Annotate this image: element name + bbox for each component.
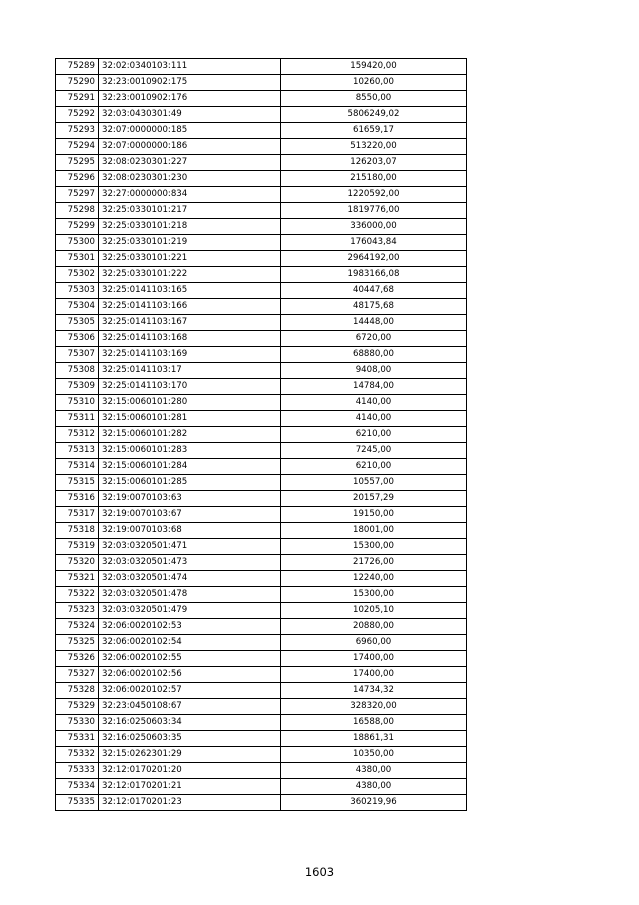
- row-number-cell: 75289: [56, 59, 99, 75]
- table-row: [56, 603, 467, 619]
- table-row: [56, 715, 467, 731]
- table-row: [56, 203, 467, 219]
- cadastral-number-cell: 32:02:0340103:111: [99, 59, 281, 75]
- value-cell: 12240,00: [281, 571, 467, 587]
- cadastral-number-cell: 32:12:0170201:20: [99, 763, 281, 779]
- value-cell: 10205,10: [281, 603, 467, 619]
- value-cell: 14734,32: [281, 683, 467, 699]
- row-number-cell: 75317: [56, 507, 99, 523]
- table-row: [56, 283, 467, 299]
- value-cell: 4140,00: [281, 411, 467, 427]
- value-cell: 68880,00: [281, 347, 467, 363]
- value-cell: 6210,00: [281, 427, 467, 443]
- cadastral-number-cell: 32:19:0070103:68: [99, 523, 281, 539]
- value-cell: 4380,00: [281, 763, 467, 779]
- row-number-cell: 75335: [56, 795, 99, 811]
- cadastral-number-cell: 32:15:0060101:280: [99, 395, 281, 411]
- table-row: [56, 779, 467, 795]
- table-row: [56, 299, 467, 315]
- value-cell: 10260,00: [281, 75, 467, 91]
- table-row: [56, 747, 467, 763]
- value-cell: 4380,00: [281, 779, 467, 795]
- table-row: [56, 667, 467, 683]
- row-number-cell: 75301: [56, 251, 99, 267]
- row-number-cell: 75329: [56, 699, 99, 715]
- cadastral-number-cell: 32:25:0330101:217: [99, 203, 281, 219]
- row-number-cell: 75303: [56, 283, 99, 299]
- value-cell: 126203,07: [281, 155, 467, 171]
- cadastral-number-cell: 32:06:0020102:54: [99, 635, 281, 651]
- row-number-cell: 75324: [56, 619, 99, 635]
- cadastral-number-cell: 32:06:0020102:55: [99, 651, 281, 667]
- value-cell: 48175,68: [281, 299, 467, 315]
- table-row: [56, 235, 467, 251]
- row-number-cell: 75330: [56, 715, 99, 731]
- cadastral-number-cell: 32:08:0230301:230: [99, 171, 281, 187]
- value-cell: 513220,00: [281, 139, 467, 155]
- cadastral-number-cell: 32:06:0020102:53: [99, 619, 281, 635]
- table-row: [56, 347, 467, 363]
- table-row: [56, 507, 467, 523]
- table-row: [56, 539, 467, 555]
- row-number-cell: 75295: [56, 155, 99, 171]
- row-number-cell: 75311: [56, 411, 99, 427]
- row-number-cell: 75319: [56, 539, 99, 555]
- value-cell: 17400,00: [281, 651, 467, 667]
- table-row: [56, 427, 467, 443]
- row-number-cell: 75312: [56, 427, 99, 443]
- cadastral-number-cell: 32:03:0320501:474: [99, 571, 281, 587]
- value-cell: 159420,00: [281, 59, 467, 75]
- table-row: [56, 107, 467, 123]
- cadastral-number-cell: 32:25:0141103:170: [99, 379, 281, 395]
- row-number-cell: 75328: [56, 683, 99, 699]
- value-cell: 15300,00: [281, 539, 467, 555]
- cadastral-number-cell: 32:19:0070103:67: [99, 507, 281, 523]
- table-row: [56, 155, 467, 171]
- cadastral-number-cell: 32:25:0330101:218: [99, 219, 281, 235]
- row-number-cell: 75333: [56, 763, 99, 779]
- value-cell: 4140,00: [281, 395, 467, 411]
- table-row: [56, 411, 467, 427]
- cadastral-number-cell: 32:25:0141103:165: [99, 283, 281, 299]
- value-cell: 18001,00: [281, 523, 467, 539]
- value-cell: 1983166,08: [281, 267, 467, 283]
- table-row: [56, 187, 467, 203]
- row-number-cell: 75332: [56, 747, 99, 763]
- table-row: [56, 91, 467, 107]
- cadastral-number-cell: 32:25:0141103:169: [99, 347, 281, 363]
- row-number-cell: 75331: [56, 731, 99, 747]
- row-number-cell: 75315: [56, 475, 99, 491]
- table-row: [56, 491, 467, 507]
- value-cell: 10557,00: [281, 475, 467, 491]
- cadastral-number-cell: 32:06:0020102:57: [99, 683, 281, 699]
- cadastral-number-cell: 32:16:0250603:34: [99, 715, 281, 731]
- value-cell: 40447,68: [281, 283, 467, 299]
- row-number-cell: 75320: [56, 555, 99, 571]
- table-row: [56, 619, 467, 635]
- table-row: [56, 251, 467, 267]
- value-cell: 20880,00: [281, 619, 467, 635]
- value-cell: 17400,00: [281, 667, 467, 683]
- table-row: [56, 267, 467, 283]
- table-row: [56, 475, 467, 491]
- value-cell: 14448,00: [281, 315, 467, 331]
- row-number-cell: 75306: [56, 331, 99, 347]
- table-row: [56, 795, 467, 811]
- cadastral-number-cell: 32:25:0330101:221: [99, 251, 281, 267]
- value-cell: 8550,00: [281, 91, 467, 107]
- cadastral-number-cell: 32:15:0060101:285: [99, 475, 281, 491]
- row-number-cell: 75302: [56, 267, 99, 283]
- row-number-cell: 75297: [56, 187, 99, 203]
- value-cell: 176043,84: [281, 235, 467, 251]
- table-row: [56, 571, 467, 587]
- table-row: [56, 171, 467, 187]
- cadastral-number-cell: 32:25:0330101:219: [99, 235, 281, 251]
- cadastral-number-cell: 32:03:0320501:471: [99, 539, 281, 555]
- cadastral-number-cell: 32:25:0141103:167: [99, 315, 281, 331]
- row-number-cell: 75304: [56, 299, 99, 315]
- value-cell: 61659,17: [281, 123, 467, 139]
- row-number-cell: 75305: [56, 315, 99, 331]
- cadastral-number-cell: 32:16:0250603:35: [99, 731, 281, 747]
- table-row: [56, 635, 467, 651]
- cadastral-number-cell: 32:03:0320501:478: [99, 587, 281, 603]
- cadastral-number-cell: 32:06:0020102:56: [99, 667, 281, 683]
- table-row: [56, 523, 467, 539]
- table-body: [56, 59, 467, 811]
- row-number-cell: 75316: [56, 491, 99, 507]
- row-number-cell: 75323: [56, 603, 99, 619]
- value-cell: 5806249,02: [281, 107, 467, 123]
- cadastral-number-cell: 32:25:0141103:168: [99, 331, 281, 347]
- row-number-cell: 75298: [56, 203, 99, 219]
- cadastral-number-cell: 32:15:0060101:284: [99, 459, 281, 475]
- table-row: [56, 139, 467, 155]
- page-number: 1603: [304, 865, 335, 879]
- table-row: [56, 587, 467, 603]
- table-row: [56, 331, 467, 347]
- row-number-cell: 75310: [56, 395, 99, 411]
- value-cell: 9408,00: [281, 363, 467, 379]
- value-cell: 360219,96: [281, 795, 467, 811]
- value-cell: 6720,00: [281, 331, 467, 347]
- value-cell: 19150,00: [281, 507, 467, 523]
- row-number-cell: 75314: [56, 459, 99, 475]
- row-number-cell: 75308: [56, 363, 99, 379]
- cadastral-number-cell: 32:15:0262301:29: [99, 747, 281, 763]
- table-row: [56, 763, 467, 779]
- row-number-cell: 75309: [56, 379, 99, 395]
- table-row: [56, 75, 467, 91]
- value-cell: 6960,00: [281, 635, 467, 651]
- row-number-cell: 75325: [56, 635, 99, 651]
- cadastral-number-cell: 32:27:0000000:834: [99, 187, 281, 203]
- value-cell: 15300,00: [281, 587, 467, 603]
- cadastral-number-cell: 32:25:0141103:17: [99, 363, 281, 379]
- value-cell: 6210,00: [281, 459, 467, 475]
- table-row: [56, 443, 467, 459]
- cadastral-number-cell: 32:25:0330101:222: [99, 267, 281, 283]
- row-number-cell: 75296: [56, 171, 99, 187]
- row-number-cell: 75313: [56, 443, 99, 459]
- cadastral-number-cell: 32:03:0320501:473: [99, 555, 281, 571]
- row-number-cell: 75294: [56, 139, 99, 155]
- value-cell: 14784,00: [281, 379, 467, 395]
- value-cell: 18861,31: [281, 731, 467, 747]
- table-row: [56, 219, 467, 235]
- row-number-cell: 75327: [56, 667, 99, 683]
- cadastral-number-cell: 32:12:0170201:23: [99, 795, 281, 811]
- row-number-cell: 75293: [56, 123, 99, 139]
- value-cell: 215180,00: [281, 171, 467, 187]
- table-row: [56, 123, 467, 139]
- row-number-cell: 75291: [56, 91, 99, 107]
- cadastral-number-cell: 32:12:0170201:21: [99, 779, 281, 795]
- cadastral-number-cell: 32:08:0230301:227: [99, 155, 281, 171]
- row-number-cell: 75307: [56, 347, 99, 363]
- row-number-cell: 75292: [56, 107, 99, 123]
- cadastral-number-cell: 32:15:0060101:282: [99, 427, 281, 443]
- table-row: [56, 699, 467, 715]
- value-cell: 10350,00: [281, 747, 467, 763]
- row-number-cell: 75290: [56, 75, 99, 91]
- value-cell: 21726,00: [281, 555, 467, 571]
- table-row: [56, 379, 467, 395]
- table-row: [56, 651, 467, 667]
- value-cell: 328320,00: [281, 699, 467, 715]
- table-row: [56, 555, 467, 571]
- cadastral-number-cell: 32:03:0430301:49: [99, 107, 281, 123]
- row-number-cell: 75322: [56, 587, 99, 603]
- table-row: [56, 395, 467, 411]
- cadastral-number-cell: 32:15:0060101:283: [99, 443, 281, 459]
- row-number-cell: 75318: [56, 523, 99, 539]
- value-cell: 336000,00: [281, 219, 467, 235]
- cadastral-number-cell: 32:25:0141103:166: [99, 299, 281, 315]
- cadastral-number-cell: 32:23:0010902:175: [99, 75, 281, 91]
- value-cell: 20157,29: [281, 491, 467, 507]
- table-row: [56, 315, 467, 331]
- value-cell: 16588,00: [281, 715, 467, 731]
- value-cell: 7245,00: [281, 443, 467, 459]
- value-cell: 1220592,00: [281, 187, 467, 203]
- cadastral-number-cell: 32:23:0450108:67: [99, 699, 281, 715]
- row-number-cell: 75334: [56, 779, 99, 795]
- cadastral-number-cell: 32:07:0000000:186: [99, 139, 281, 155]
- row-number-cell: 75326: [56, 651, 99, 667]
- row-number-cell: 75300: [56, 235, 99, 251]
- table-row: [56, 683, 467, 699]
- value-cell: 2964192,00: [281, 251, 467, 267]
- row-number-cell: 75321: [56, 571, 99, 587]
- cadastral-number-cell: 32:03:0320501:479: [99, 603, 281, 619]
- cadastral-number-cell: 32:07:0000000:185: [99, 123, 281, 139]
- cadastral-number-cell: 32:19:0070103:63: [99, 491, 281, 507]
- table-row: [56, 59, 467, 75]
- row-number-cell: 75299: [56, 219, 99, 235]
- cadastral-number-cell: 32:23:0010902:176: [99, 91, 281, 107]
- table-row: [56, 731, 467, 747]
- value-cell: 1819776,00: [281, 203, 467, 219]
- table-row: [56, 459, 467, 475]
- table-row: [56, 363, 467, 379]
- cadastral-value-table: [55, 58, 467, 811]
- cadastral-number-cell: 32:15:0060101:281: [99, 411, 281, 427]
